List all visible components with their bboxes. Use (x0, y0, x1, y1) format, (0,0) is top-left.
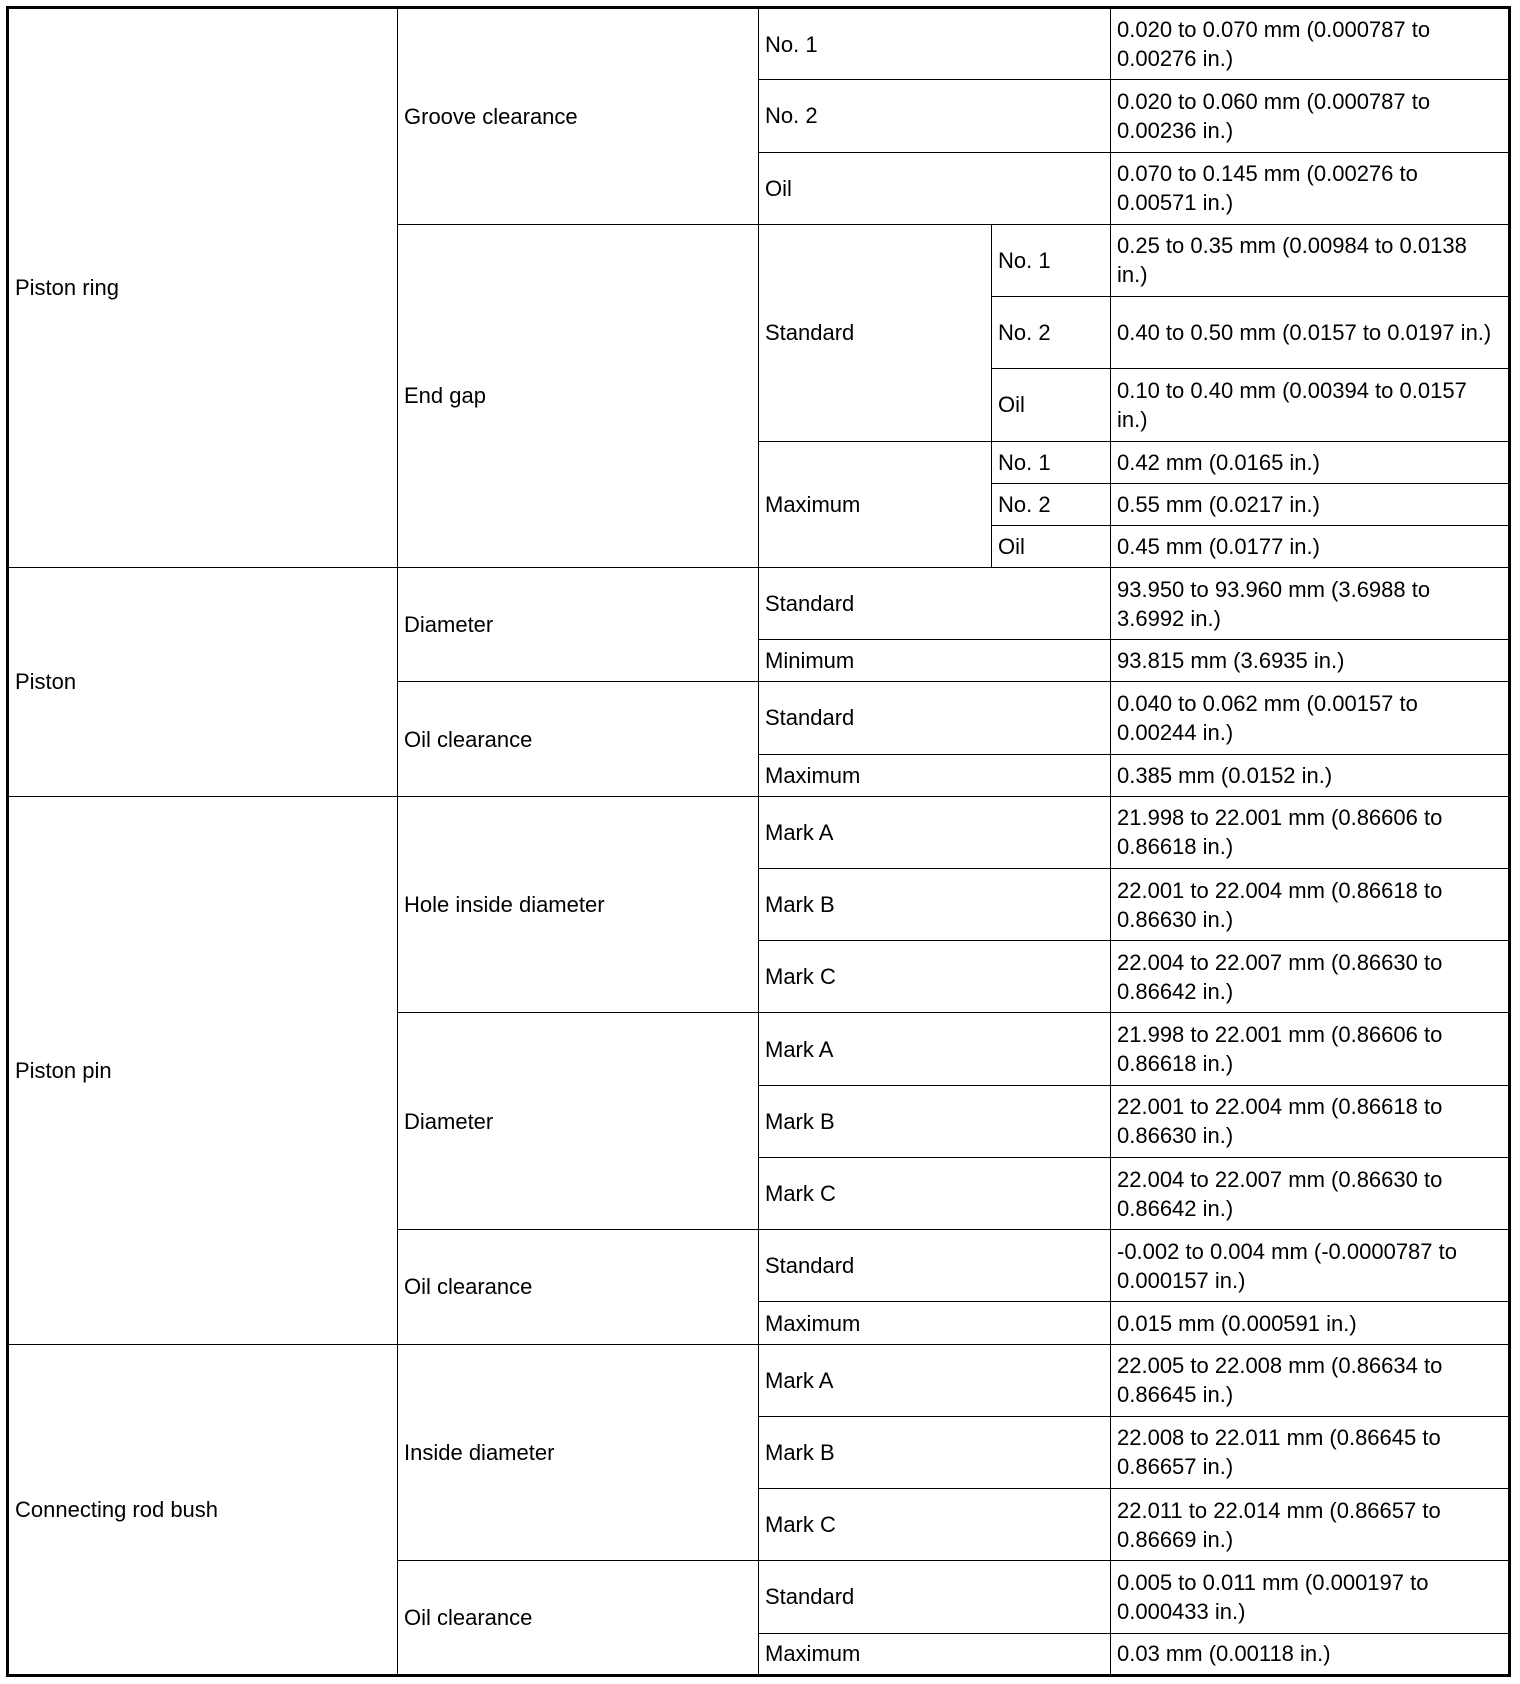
parameter-cell: Oil clearance (398, 1561, 759, 1676)
parameter-cell: End gap (398, 224, 759, 567)
item-cell: Oil (759, 152, 1111, 224)
category-cell: Piston pin (8, 796, 398, 1344)
item-cell: No. 1 (759, 8, 1111, 80)
value-cell: 0.42 mm (0.0165 in.) (1111, 441, 1510, 483)
category-cell: Piston (8, 567, 398, 796)
value-cell: 21.998 to 22.001 mm (0.86606 to 0.86618 in.) (1111, 1013, 1510, 1085)
value-cell: 0.070 to 0.145 mm (0.00276 to 0.00571 in.) (1111, 152, 1510, 224)
item-cell: Mark B (759, 1085, 1111, 1157)
item-cell: Mark A (759, 1013, 1111, 1085)
value-cell: 0.40 to 0.50 mm (0.0157 to 0.0197 in.) (1111, 297, 1510, 369)
item-cell: Mark B (759, 868, 1111, 940)
item-cell: Standard (759, 1230, 1111, 1302)
parameter-cell: Inside diameter (398, 1344, 759, 1561)
item-cell: Maximum (759, 1302, 1111, 1344)
value-cell: 0.25 to 0.35 mm (0.00984 to 0.0138 in.) (1111, 224, 1510, 296)
specification-table (6, 6, 1511, 1677)
item-cell: Mark C (759, 941, 1111, 1013)
value-cell: 93.815 mm (3.6935 in.) (1111, 640, 1510, 682)
item-cell: Oil (992, 369, 1111, 441)
item-cell: Minimum (759, 640, 1111, 682)
value-cell: 0.040 to 0.062 mm (0.00157 to 0.00244 in.) (1111, 682, 1510, 754)
item-cell: Mark C (759, 1489, 1111, 1561)
value-cell: 93.950 to 93.960 mm (3.6988 to 3.6992 in.) (1111, 567, 1510, 639)
item-cell: Standard (759, 682, 1111, 754)
table-row (8, 1344, 1510, 1416)
value-cell: 0.03 mm (0.00118 in.) (1111, 1633, 1510, 1675)
item-cell: Mark A (759, 796, 1111, 868)
item-cell: No. 2 (992, 483, 1111, 525)
item-cell: No. 1 (992, 224, 1111, 296)
item-cell: No. 2 (992, 297, 1111, 369)
value-cell: 22.001 to 22.004 mm (0.86618 to 0.86630 in.) (1111, 868, 1510, 940)
category-cell: Connecting rod bush (8, 1344, 398, 1675)
value-cell: 0.020 to 0.070 mm (0.000787 to 0.00276 in.) (1111, 8, 1510, 80)
value-cell: 0.45 mm (0.0177 in.) (1111, 525, 1510, 567)
value-cell: -0.002 to 0.004 mm (-0.0000787 to 0.000157 in.) (1111, 1230, 1510, 1302)
table-row (8, 8, 1510, 80)
value-cell: 0.015 mm (0.000591 in.) (1111, 1302, 1510, 1344)
condition-cell: Maximum (759, 441, 992, 567)
parameter-cell: Hole inside diameter (398, 796, 759, 1013)
value-cell: 22.008 to 22.011 mm (0.86645 to 0.86657 in.) (1111, 1416, 1510, 1488)
item-cell: Mark B (759, 1416, 1111, 1488)
value-cell: 0.005 to 0.011 mm (0.000197 to 0.000433 in.) (1111, 1561, 1510, 1633)
value-cell: 21.998 to 22.001 mm (0.86606 to 0.86618 in.) (1111, 796, 1510, 868)
item-cell: No. 1 (992, 441, 1111, 483)
value-cell: 22.011 to 22.014 mm (0.86657 to 0.86669 in.) (1111, 1489, 1510, 1561)
item-cell: Maximum (759, 754, 1111, 796)
value-cell: 0.10 to 0.40 mm (0.00394 to 0.0157 in.) (1111, 369, 1510, 441)
item-cell: No. 2 (759, 80, 1111, 152)
item-cell: Mark A (759, 1344, 1111, 1416)
table-row (8, 796, 1510, 868)
condition-cell: Standard (759, 224, 992, 441)
item-cell: Maximum (759, 1633, 1111, 1675)
value-cell: 0.385 mm (0.0152 in.) (1111, 754, 1510, 796)
value-cell: 0.55 mm (0.0217 in.) (1111, 483, 1510, 525)
parameter-cell: Diameter (398, 567, 759, 681)
parameter-cell: Oil clearance (398, 682, 759, 796)
parameter-cell: Diameter (398, 1013, 759, 1230)
value-cell: 22.004 to 22.007 mm (0.86630 to 0.86642 in.) (1111, 941, 1510, 1013)
value-cell: 22.005 to 22.008 mm (0.86634 to 0.86645 in.) (1111, 1344, 1510, 1416)
value-cell: 22.001 to 22.004 mm (0.86618 to 0.86630 in.) (1111, 1085, 1510, 1157)
value-cell: 22.004 to 22.007 mm (0.86630 to 0.86642 in.) (1111, 1157, 1510, 1229)
category-cell: Piston ring (8, 8, 398, 568)
item-cell: Standard (759, 1561, 1111, 1633)
parameter-cell: Oil clearance (398, 1230, 759, 1344)
parameter-cell: Groove clearance (398, 8, 759, 225)
item-cell: Mark C (759, 1157, 1111, 1229)
item-cell: Oil (992, 525, 1111, 567)
value-cell: 0.020 to 0.060 mm (0.000787 to 0.00236 in.) (1111, 80, 1510, 152)
item-cell: Standard (759, 567, 1111, 639)
table-row (8, 567, 1510, 639)
